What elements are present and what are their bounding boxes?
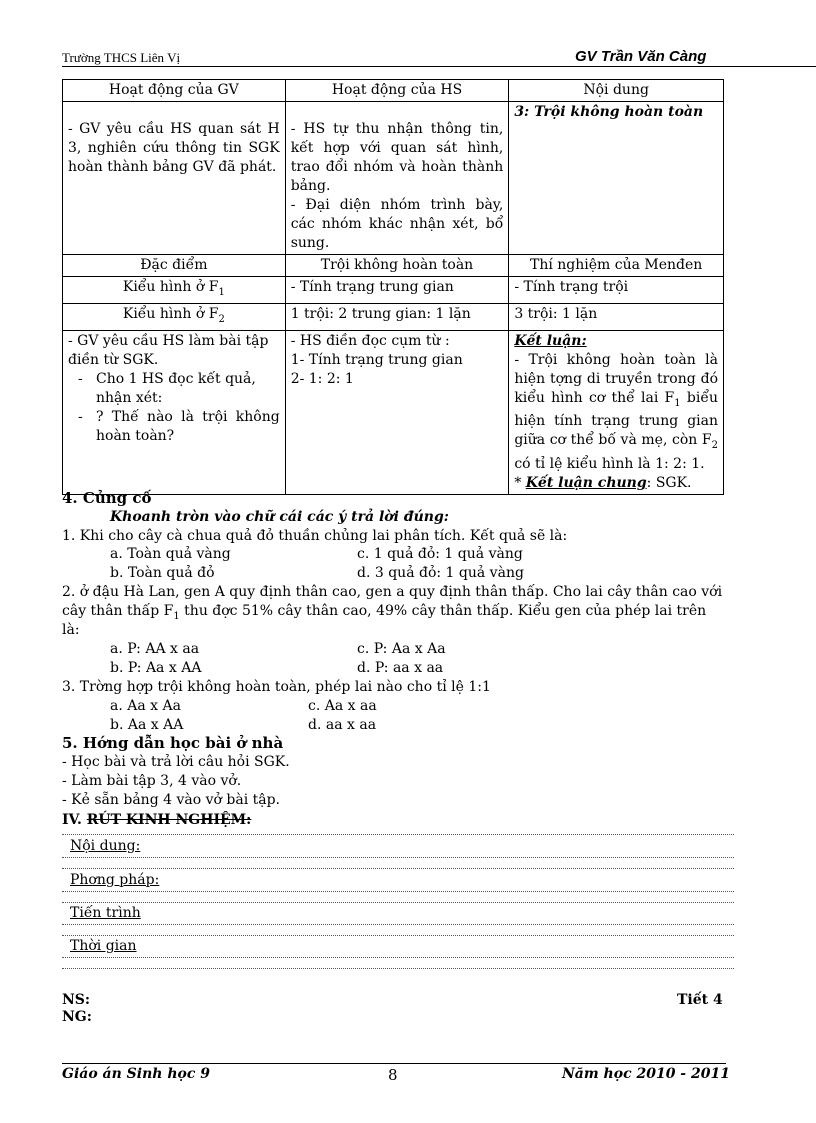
q3-option-d: d. aa x aa [308, 717, 377, 733]
col-header-gv: Hoạt động của GV [63, 80, 286, 102]
compare-value-a: 1 trội: 2 trung gian: 1 lặn [285, 303, 509, 330]
compare-value-b: 3 trội: 1 lặn [509, 303, 724, 330]
col-header-hs: Hoạt động của HS [285, 80, 509, 102]
dotted-line [62, 868, 734, 869]
question-1: 1. Khi cho cây cà chua quả đỏ thuần chủng lai phân tích. Kết quả sẽ là: [62, 528, 568, 544]
experience-process: Tiến trình [70, 905, 141, 921]
list-item: - Cho 1 HS đọc kết quả, nhận xét: [68, 370, 280, 408]
experience-content: Nội dung: [70, 838, 141, 854]
dotted-line [62, 902, 734, 903]
guidance-item: - Kẻ sẵn bảng 4 vào vở bài tập. [62, 792, 281, 808]
conclusion-cell [509, 330, 724, 495]
lesson-table [62, 79, 724, 495]
section-heading: 3: Trội không hoàn toàn [514, 104, 704, 120]
table-row [63, 303, 724, 330]
list-item: - ? Thế nào là trội không hoàn toàn? [68, 408, 280, 446]
compare-label: Kiểu hình ở $F_1$ [63, 277, 286, 304]
col-header-content: Nội dung [509, 80, 724, 102]
teacher-name: GV Trần Văn Càng [575, 48, 707, 65]
q2-option-d: d. P: aa x aa [357, 660, 444, 676]
footer-title: Giáo án Sinh học 9 [62, 1066, 210, 1082]
compare-value-a: - Tính trạng trung gian [285, 277, 509, 304]
conclusion-title: Kết luận: [514, 332, 587, 349]
school-name: Trường THCS Liên Vị [62, 50, 181, 65]
hs-exercise-line: 2- 1: 2: 1 [290, 370, 354, 387]
experience-time: Thời gian [70, 938, 137, 954]
compare-header-mendel: Thí nghiệm của Menđen [509, 255, 724, 277]
footer-divider [62, 1063, 726, 1064]
ng-label: NG: [62, 1009, 92, 1025]
dotted-line [62, 935, 734, 936]
q1-option-b: b. Toàn quả đỏ [110, 565, 215, 581]
q1-option-a: a. Toàn quả vàng [110, 546, 231, 562]
dotted-line [62, 834, 734, 835]
hs-activity-text-2: - Đại diện nhóm trình bày, các nhóm khác nhận xét, bổ sung. [290, 197, 504, 251]
question-2-line-2: cây thân thấp $F_1$ thu đợc 51% cây thân cao, 49% cây thân thấp. Kiểu gen của phép lai trên [62, 603, 707, 622]
gv-exercise-cell [63, 330, 286, 495]
footer-year: Năm học 2010 - 2011 [562, 1066, 730, 1082]
dotted-line [62, 891, 734, 892]
question-2-line-3: là: [62, 622, 80, 638]
compare-value-b: - Tính trạng trội [509, 277, 724, 304]
q3-option-b: b. Aa x AA [110, 717, 184, 733]
guidance-item: - Học bài và trả lời câu hỏi SGK. [62, 754, 290, 770]
table-row [63, 102, 724, 255]
compare-header-incomplete: Trội không hoàn toàn [285, 255, 509, 277]
gv-activity-text: - GV yêu cầu HS quan sát H 3, nghiên cứu thông tin SGK hoàn thành bảng GV đã phát. [68, 121, 280, 175]
table-header-row [63, 80, 724, 102]
page-number: 8 [388, 1066, 398, 1084]
q1-option-d: d. 3 quả đỏ: 1 quả vàng [357, 565, 524, 581]
table-row [63, 330, 724, 495]
general-conclusion: * Kết luận chung: SGK. [514, 475, 692, 492]
dotted-line [62, 924, 734, 925]
q1-option-c: c. 1 quả đỏ: 1 quả vàng [357, 546, 523, 562]
guidance-item: - Làm bài tập 3, 4 vào vở. [62, 773, 242, 789]
guidance-title: 5. Hớng dẫn học bài ở nhà [62, 734, 284, 752]
experience-method: Phơng pháp: [70, 872, 160, 888]
lesson-number: Tiết 4 [677, 992, 723, 1008]
gv-activity-cell [63, 102, 286, 255]
compare-header-row [63, 255, 724, 277]
consolidation-instruction: Khoanh tròn vào chữ cái các ý trả lời đúng: [110, 509, 449, 525]
hs-activity-text-1: - HS tự thu nhận thông tin, kết hợp với quan sát hình, trao đổi nhóm và hoàn thành bảng. [290, 121, 504, 194]
consolidation-title: 4. Củng cố [62, 489, 152, 507]
question-3: 3. Trờng hợp trội không hoàn toàn, phép lai nào cho tỉ lệ 1:1 [62, 679, 491, 695]
table-row [63, 277, 724, 304]
experience-title: IV. RÚT KINH NGHIỆM: [62, 812, 252, 828]
conclusion-text: - Trội không hoàn toàn là hiện tợng di truyền trong đó kiểu hình cơ thể lai $F_1$ biểu hiện tính trạng trung gian giữa cơ thể bố và mẹ, còn $F_2$ có tỉ lệ kiểu hình là 1: 2: 1. [514, 351, 718, 473]
dotted-line [62, 957, 734, 958]
gv-exercise-list [68, 370, 280, 446]
q3-option-c: c. Aa x aa [308, 698, 377, 714]
q3-option-a: a. Aa x Aa [110, 698, 181, 714]
compare-label: Kiểu hình ở $F_2$ [63, 303, 286, 330]
hs-exercise-line: - HS điền đọc cụm từ : [290, 332, 450, 349]
header-divider [62, 66, 816, 67]
content-cell [509, 102, 724, 255]
gv-exercise-intro: - GV yêu cầu HS làm bài tập điền từ SGK. [68, 332, 269, 368]
ns-label: NS: [62, 992, 91, 1008]
q2-option-b: b. P: Aa x AA [110, 660, 202, 676]
dotted-line [62, 968, 734, 969]
q2-option-c: c. P: Aa x Aa [357, 641, 446, 657]
q2-option-a: a. P: AA x aa [110, 641, 200, 657]
hs-exercise-cell [285, 330, 509, 495]
dotted-line [62, 857, 734, 858]
hs-activity-cell [285, 102, 509, 255]
compare-header-feature: Đặc điểm [63, 255, 286, 277]
question-2-line-1: 2. ở đậu Hà Lan, gen A quy định thân cao, gen a quy định thân thấp. Cho lai cây thân cao với [62, 584, 723, 600]
hs-exercise-line: 1- Tính trạng trung gian [290, 351, 463, 368]
